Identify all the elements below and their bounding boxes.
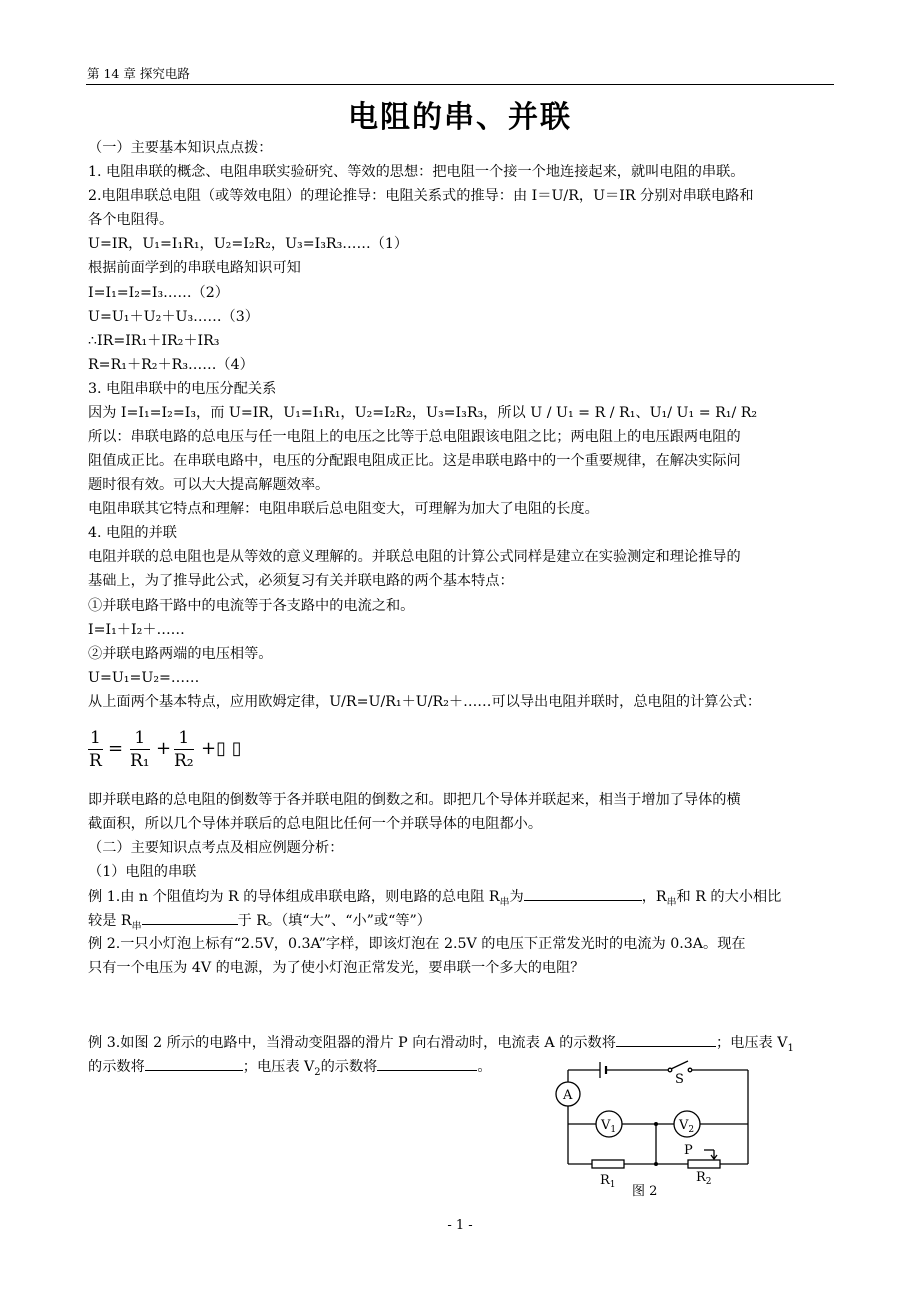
frac-denominator: R₂ (174, 751, 194, 771)
subscript: 2 (314, 1066, 321, 1078)
formula-line: U=U₁＋U₂＋U₃……（3） (88, 309, 259, 325)
subscript: 串 (131, 920, 142, 932)
subscript: 串 (666, 896, 677, 908)
rheostat-r2-label: $R_2$ (696, 1170, 712, 1187)
formula-line: ∴IR=IR₁＋IR₂＋IR₃ (88, 333, 220, 349)
text-line: 4. 电阻的并联 (88, 525, 177, 541)
example-3-line-1 (88, 1032, 794, 1059)
subscript: 串 (499, 896, 510, 908)
junction-dot (654, 1162, 658, 1166)
text-line: ①并联电路干路中的电流等于各支路中的电流之和。 (88, 598, 415, 614)
text-line: 电阻并联的总电阻也是从等效的意义理解的。并联总电阻的计算公式同样是建立在实验测定和理论推导的 (88, 549, 741, 565)
text-line: （1）电阻的串联 (88, 864, 197, 880)
figure-caption: 图 2 (632, 1184, 658, 1199)
switch-label: S (675, 1072, 684, 1087)
text-line: 所以：串联电路的总电压与任一电阻上的电压之比等于总电阻跟该电阻之比；两电阻上的电压跟两电阻的 (88, 429, 741, 445)
frac-numerator: 1 (90, 728, 101, 748)
formula-frac-r2 (174, 727, 194, 772)
page-number: - 1 - (447, 1218, 473, 1233)
equals-sign: = (108, 738, 124, 759)
rheostat-r2 (688, 1160, 720, 1168)
example-text: 的示数将 (88, 1059, 145, 1075)
text-line: （二）主要知识点考点及相应例题分析： (88, 840, 344, 856)
formula-line: R=R₁＋R₂＋R₃……（4） (88, 357, 254, 373)
formula-tail: +▯ ▯ (201, 738, 242, 759)
example-text: 。 (477, 1059, 492, 1075)
answer-blank[interactable] (524, 886, 642, 901)
example-text: 例 1.由 n 个阻值均为 R 的导体组成串联电路，则电路的总电阻 R (88, 889, 500, 905)
frac-denominator: R₁ (130, 751, 150, 771)
formula-line: I=I₁=I₂=I₃……（2） (88, 285, 229, 301)
chapter-header: 第 14 章 探究电路 (87, 66, 190, 81)
text-line: 题时很有效。可以大大提高解题效率。 (88, 477, 330, 493)
switch-blade (671, 1061, 688, 1069)
resistor-r1-label: $R_1$ (600, 1173, 616, 1190)
text-line: 从上面两个基本特点，应用欧姆定律，U/R=U/R₁＋U/R₂＋……可以导出电阻并联时，总电阻的计算公式： (88, 694, 762, 710)
frac-denominator: R (89, 751, 102, 771)
circuit-diagram (548, 1060, 760, 1205)
example-text: 和 R 的大小相比 (676, 889, 782, 905)
resistor-r1 (592, 1160, 624, 1168)
text-line: ②并联电路两端的电压相等。 (88, 646, 273, 662)
example-text: 较是 R (88, 913, 132, 929)
example-2-line-2: 只有一个电压为 4V 的电源，为了使小灯泡正常发光，要串联一个多大的电阻？ (88, 960, 585, 976)
voltmeter-2-label: $V_2$ (679, 1118, 695, 1135)
text-line: 阻值成正比。在串联电路中，电压的分配跟电阻成正比。这是串联电路中的一个重要规律，在解决实际问 (88, 453, 741, 469)
text-line: 3. 电阻串联中的电压分配关系 (88, 381, 277, 397)
formula-line: U=IR，U₁=I₁R₁，U₂=I₂R₂，U₃=I₃R₃……（1） (88, 236, 409, 252)
example-text: 例 3.如图 2 所示的电路中，当滑动变阻器的滑片 P 向右滑动时，电流表 A 的示数将 (88, 1035, 616, 1051)
example-1-line-1 (88, 886, 781, 913)
formula-line: I=I₁＋I₂＋…… (88, 622, 185, 638)
example-text: ；电压表 V (242, 1059, 315, 1075)
text-line: 电阻串联其它特点和理解：电阻串联后总电阻变大，可理解为加大了电阻的长度。 (88, 501, 599, 517)
text-line: 即并联电路的总电阻的倒数等于各并联电阻的倒数之和。即把几个导体并联起来，相当于增加了导体的横 (88, 792, 741, 808)
example-1-line-2 (88, 910, 431, 937)
frac-numerator: 1 (174, 727, 194, 750)
switch-contact (688, 1068, 692, 1072)
example-text: 为 (509, 889, 524, 905)
example-text: ；电压表 V (715, 1035, 788, 1051)
text-line: 2.电阻串联总电阻（或等效电阻）的理论推导：电阻关系式的推导：由 I＝U/R，U＝IR 分别对串联电路和 (88, 188, 754, 204)
text-line: 基础上，为了推导此公式，必须复习有关并联电路的两个基本特点： (88, 573, 514, 589)
answer-blank[interactable] (145, 1056, 243, 1071)
slider-label: P (684, 1143, 693, 1158)
answer-blank[interactable] (142, 910, 238, 925)
example-2-line-1: 例 2.一只小灯泡上标有“2.5V，0.3A”字样，即该灯泡在 2.5V 的电压下正常发光时的电流为 0.3A。现在 (88, 936, 746, 952)
text-line: 截面积，所以几个导体并联后的总电阻比任何一个并联导体的电阻都小。 (88, 816, 543, 832)
formula-frac-r1 (130, 727, 150, 772)
plus-sign: + (156, 738, 172, 759)
header-rule (86, 84, 834, 85)
formula-line: 因为 I=I₁=I₂=I₃，而 U=IR，U₁=I₁R₁，U₂=I₂R₂，U₃=I₃R₃，所以 U / U₁ = R / R₁、U₁/ U₁ = R₁/ R₂ (88, 405, 758, 421)
text-line: 各个电阻得。 (88, 212, 174, 228)
example-text: 于 R。（填“大”、“小”或“等”） (237, 913, 431, 929)
formula-line: U=U₁=U₂=…… (88, 670, 200, 686)
frac-numerator: 1 (130, 727, 150, 750)
voltmeter-1-label: $V_1$ (601, 1118, 617, 1135)
answer-blank[interactable] (377, 1056, 477, 1071)
text-line: 根据前面学到的串联电路知识可知 (88, 260, 301, 276)
example-3-line-2 (88, 1056, 492, 1083)
answer-blank[interactable] (616, 1032, 716, 1047)
example-text: ，R (641, 889, 667, 905)
subscript: 1 (787, 1042, 794, 1054)
text-line: （一）主要基本知识点点拨： (88, 140, 273, 156)
formula-frac-total (88, 727, 103, 772)
text-line: 1. 电阻串联的概念、电阻串联实验研究、等效的思想：把电阻一个接一个地连接起来，就叫电阻的串联。 (88, 164, 745, 180)
junction-dot (654, 1122, 658, 1126)
page-title: 电阻的串、并联 (348, 100, 572, 135)
example-text: 的示数将 (320, 1059, 378, 1075)
ammeter-label: A (563, 1088, 573, 1103)
